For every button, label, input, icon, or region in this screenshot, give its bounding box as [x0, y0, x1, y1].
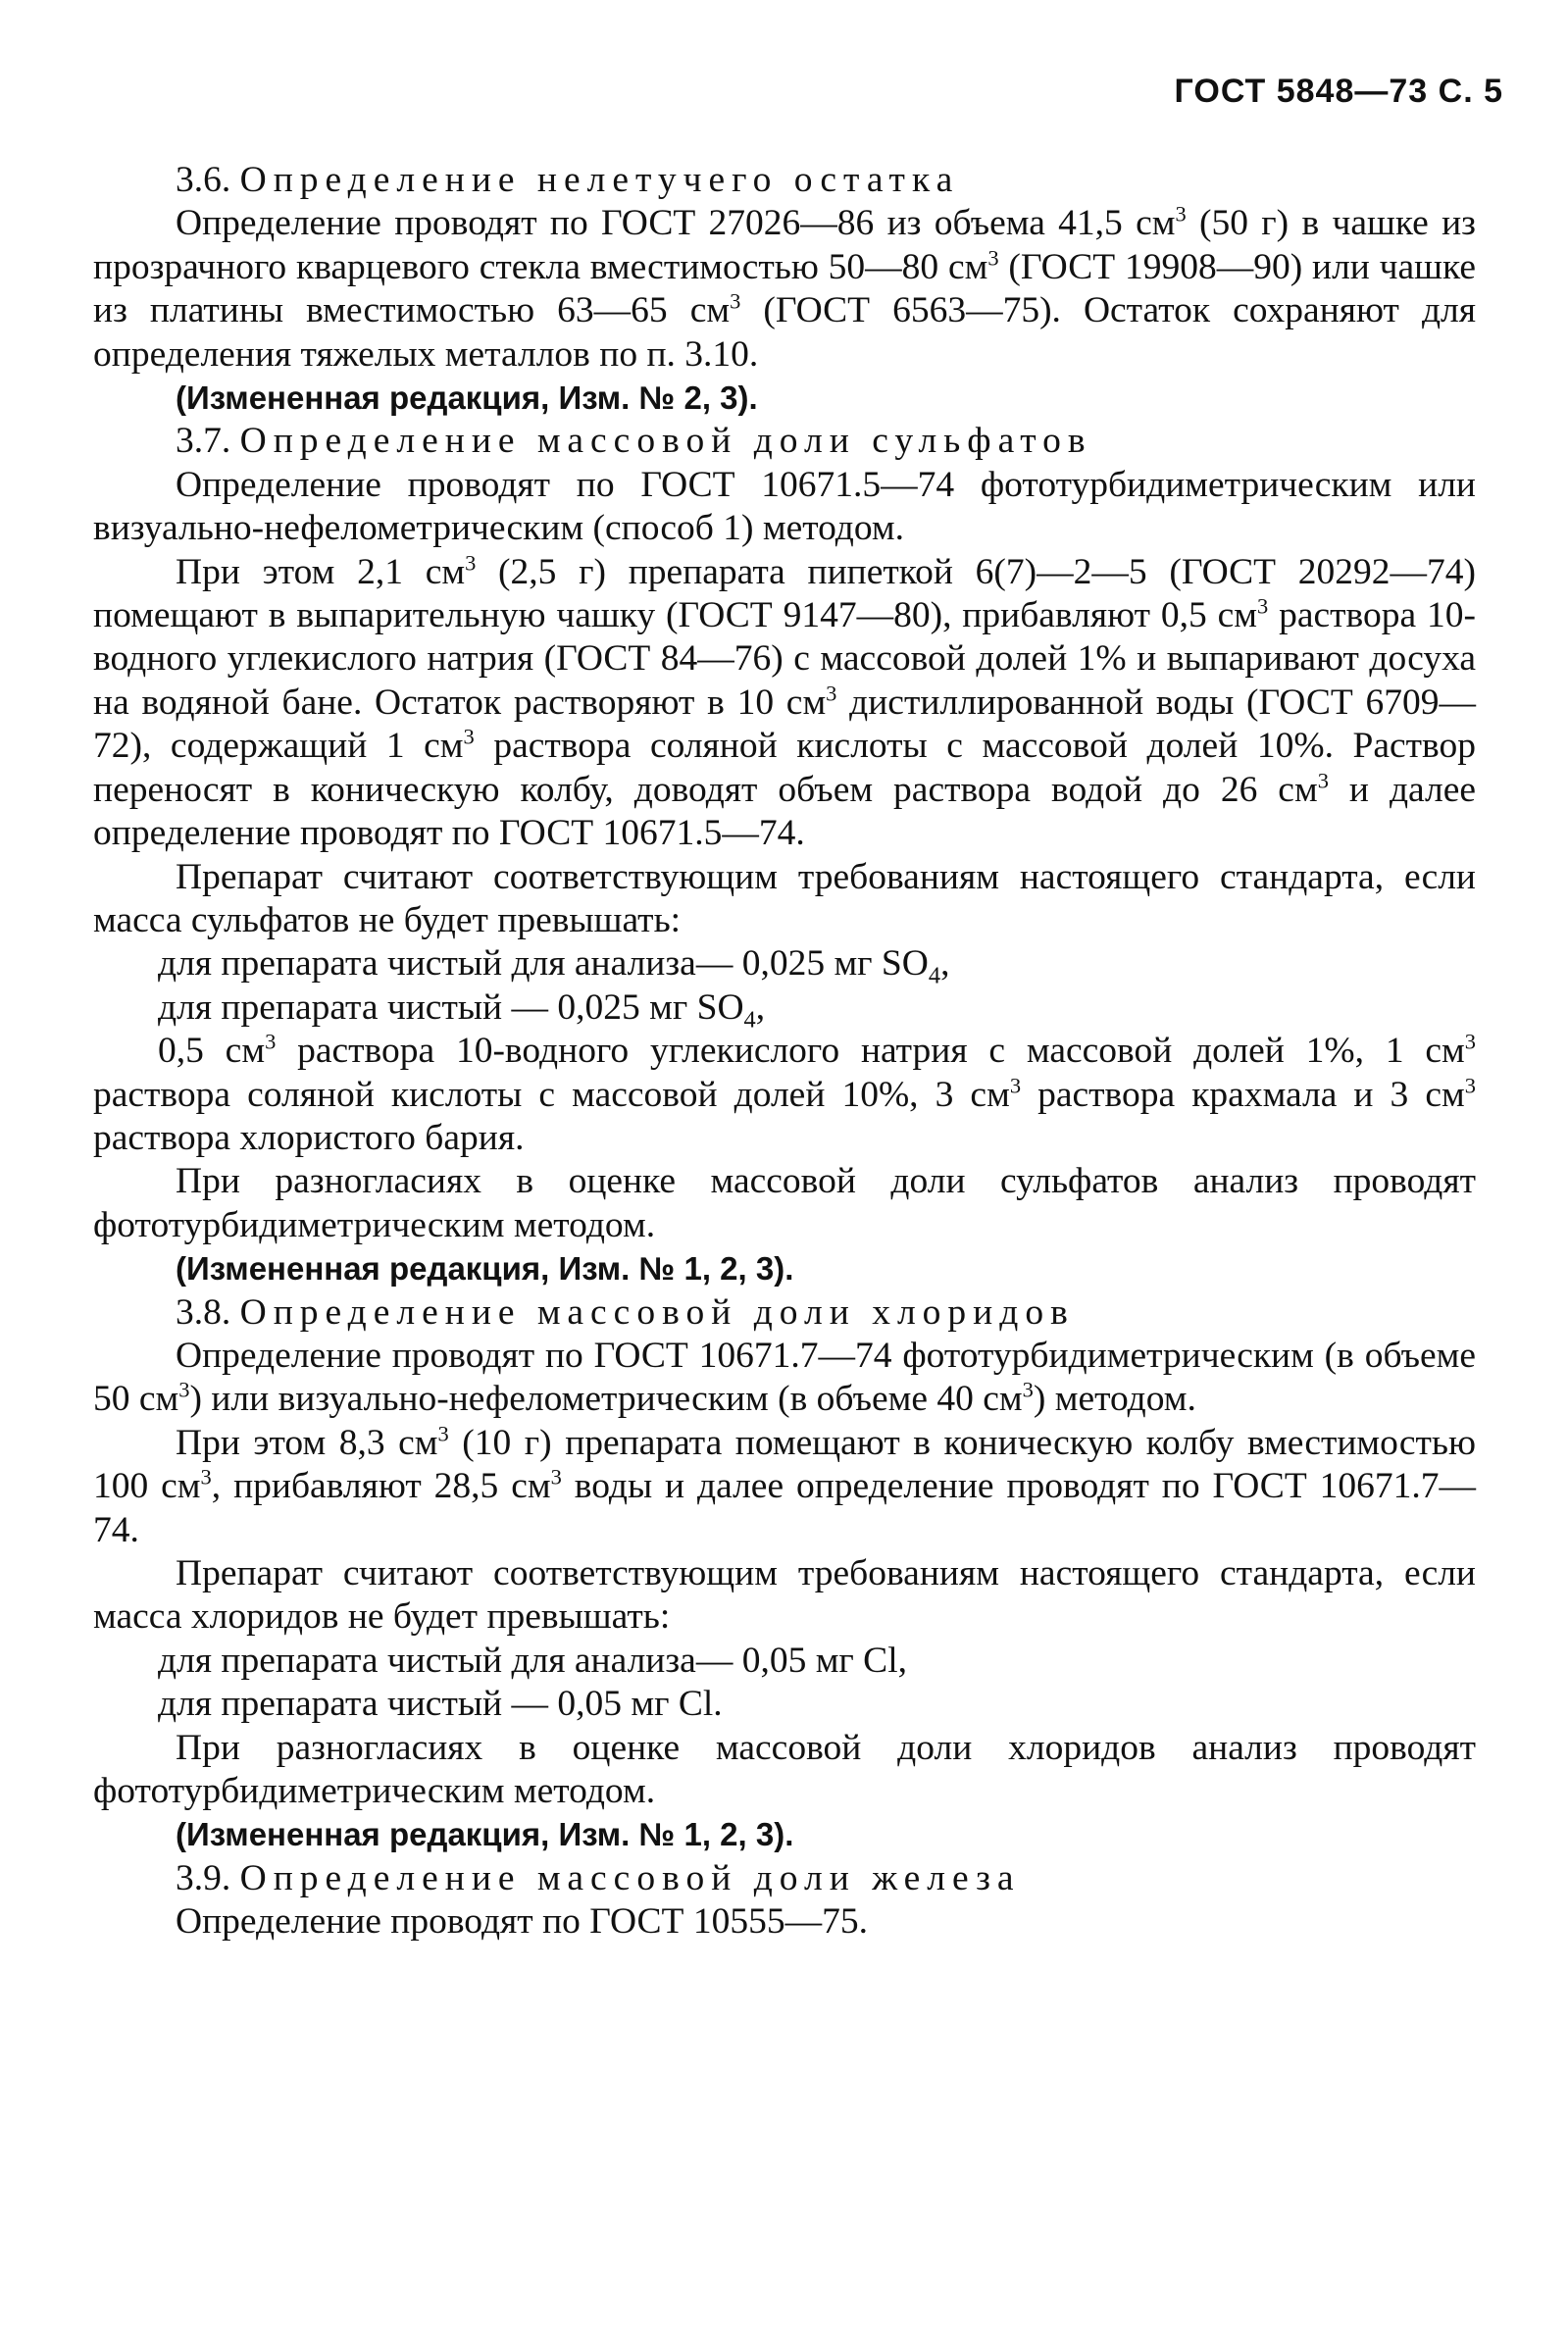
text-run: (50 г) в чашке из прозрачного кварцевого стекла вместимостью 50—80 см — [93, 203, 1476, 287]
paragraph: При разногласиях в оценке массовой доли сульфатов анализ проводят фототурбидиметрическим методом. — [93, 1161, 1476, 1245]
section-title: Определение массовой доли сульфатов — [239, 421, 1092, 462]
section-number: 3.9. — [176, 1857, 231, 1898]
text-run: раствора 10-водного углекислого натрия (ГОСТ 84—76) с массовой долей 1% и выпаривают досуха на водяной бане. Остаток растворяют в 10 см — [93, 595, 1476, 723]
paragraph — [93, 1335, 1476, 1422]
superscript: 3 — [730, 288, 741, 314]
superscript: 3 — [1317, 768, 1329, 793]
superscript: 3 — [1257, 593, 1269, 619]
text-run: , — [940, 943, 950, 985]
section-3-9-heading — [93, 1857, 1476, 1900]
paragraph: Препарат считают соответствующим требованиям настоящего стандарта, если масса хлоридов не будет превышать: — [93, 1553, 1476, 1638]
section-number: 3.7. — [176, 421, 231, 462]
section-title: Определение нелетучего остатка — [239, 160, 960, 200]
text-run: (2,5 г) препарата пипеткой 6(7)—2—5 (ГОСТ 20292—74) помещают в выпарительную чашку (ГОСТ 9147—80), прибавляют 0,5 см — [93, 551, 1476, 636]
text-run: и далее определение проводят по ГОСТ 10671.5—74. — [93, 769, 1477, 854]
paragraph — [93, 551, 1476, 856]
text-run: Определение проводят по ГОСТ 27026—86 из объема 41,5 см — [176, 203, 1176, 244]
section-3-7-heading — [93, 420, 1476, 463]
amendment-note: (Измененная редакция, Изм. № 2, 3). — [176, 379, 758, 417]
superscript: 3 — [265, 1029, 277, 1054]
text-run: раствора соляной кислоты с массовой долей 10%. Раствор переносят в коническую колбу, доводят объем раствора водой до 26 см — [93, 726, 1476, 810]
subscript: 4 — [928, 962, 941, 989]
section-3-6-heading — [93, 159, 1476, 202]
paragraph: При разногласиях в оценке массовой доли хлоридов анализ проводят фототурбидиметрическим методом. — [93, 1727, 1476, 1812]
running-head: ГОСТ 5848—73 С. 5 — [1174, 73, 1503, 110]
list-item: для препарата чистый — 0,05 мг Cl. — [158, 1684, 723, 1725]
text-run: 0,5 см — [158, 1031, 266, 1072]
text-run: раствора хлористого бария. — [93, 1117, 525, 1158]
paragraph: Определение проводят по ГОСТ 10555—75. — [176, 1901, 868, 1943]
text-run: ) методом. — [1033, 1379, 1196, 1420]
superscript: 3 — [200, 1464, 212, 1490]
list-item: для препарата чистый для анализа— 0,05 мг Cl, — [158, 1640, 907, 1681]
text-run: раствора соляной кислоты с массовой долей 10%, 3 см — [93, 1074, 1010, 1115]
text-run: При этом 8,3 см — [176, 1422, 438, 1463]
list-item — [93, 986, 1476, 1034]
superscript: 3 — [1009, 1073, 1022, 1098]
list-item — [93, 942, 1476, 989]
text-run: (ГОСТ 6563—75). Остаток сохраняют для определения тяжелых металлов по п. 3.10. — [93, 290, 1476, 375]
superscript: 3 — [1022, 1377, 1034, 1402]
text-run: , — [755, 986, 766, 1028]
amendment-note: (Измененная редакция, Изм. № 1, 2, 3). — [176, 1250, 794, 1288]
text-run: ) или визуально-нефелометрическим (в объеме 40 см — [189, 1379, 1023, 1420]
paragraph — [93, 202, 1476, 377]
text-run: При этом 2,1 см — [176, 551, 466, 592]
text-run: раствора крахмала и 3 см — [1021, 1074, 1465, 1115]
text-run: (ГОСТ 19908—90) или чашке из платины вместимостью 63—65 см — [93, 246, 1476, 331]
text-run: для препарата чистый для анализа— 0,025 мг SO — [158, 943, 929, 985]
section-3-8-heading — [93, 1291, 1476, 1335]
paragraph: Препарат считают соответствующим требованиям настоящего стандарта, если масса сульфатов не будет превышать: — [93, 856, 1476, 940]
superscript: 3 — [437, 1421, 449, 1446]
paragraph: Определение проводят по ГОСТ 10671.5—74 фототурбидиметрическим или визуально-нефелометрическим (способ 1) методом. — [93, 464, 1476, 549]
section-number: 3.6. — [176, 160, 231, 200]
paragraph — [93, 1422, 1476, 1552]
superscript: 3 — [1464, 1029, 1477, 1054]
section-title: Определение массовой доли хлоридов — [239, 1291, 1075, 1333]
amendment-note: (Измененная редакция, Изм. № 1, 2, 3). — [176, 1816, 794, 1853]
text-run: (10 г) препарата помещают в коническую колбу вместимостью 100 см — [93, 1422, 1476, 1507]
superscript: 3 — [550, 1464, 562, 1490]
paragraph — [93, 1030, 1476, 1160]
text-run: для препарата чистый — 0,025 мг SO — [158, 986, 744, 1028]
section-title: Определение массовой доли железа — [239, 1857, 1021, 1898]
text-run: дистиллированной воды (ГОСТ 6709—72), содержащий 1 см — [93, 682, 1476, 767]
superscript: 3 — [1175, 201, 1187, 227]
text-run: раствора 10-водного углекислого натрия с массовой долей 1%, 1 см — [276, 1031, 1465, 1072]
subscript: 4 — [743, 1006, 756, 1034]
superscript: 3 — [1464, 1073, 1476, 1098]
text-run: , прибавляют 28,5 см — [211, 1466, 551, 1507]
superscript: 3 — [826, 681, 837, 706]
document-body — [93, 159, 1476, 1945]
superscript: 3 — [465, 550, 477, 576]
text-run: Определение проводят по ГОСТ 10671.7—74 фототурбидиметрическим (в объеме 50 см — [93, 1335, 1476, 1420]
text-run: воды и далее определение проводят по ГОСТ 10671.7—74. — [93, 1466, 1477, 1550]
superscript: 3 — [987, 245, 999, 271]
section-number: 3.8. — [176, 1291, 231, 1333]
superscript: 3 — [178, 1377, 190, 1402]
superscript: 3 — [463, 724, 475, 749]
